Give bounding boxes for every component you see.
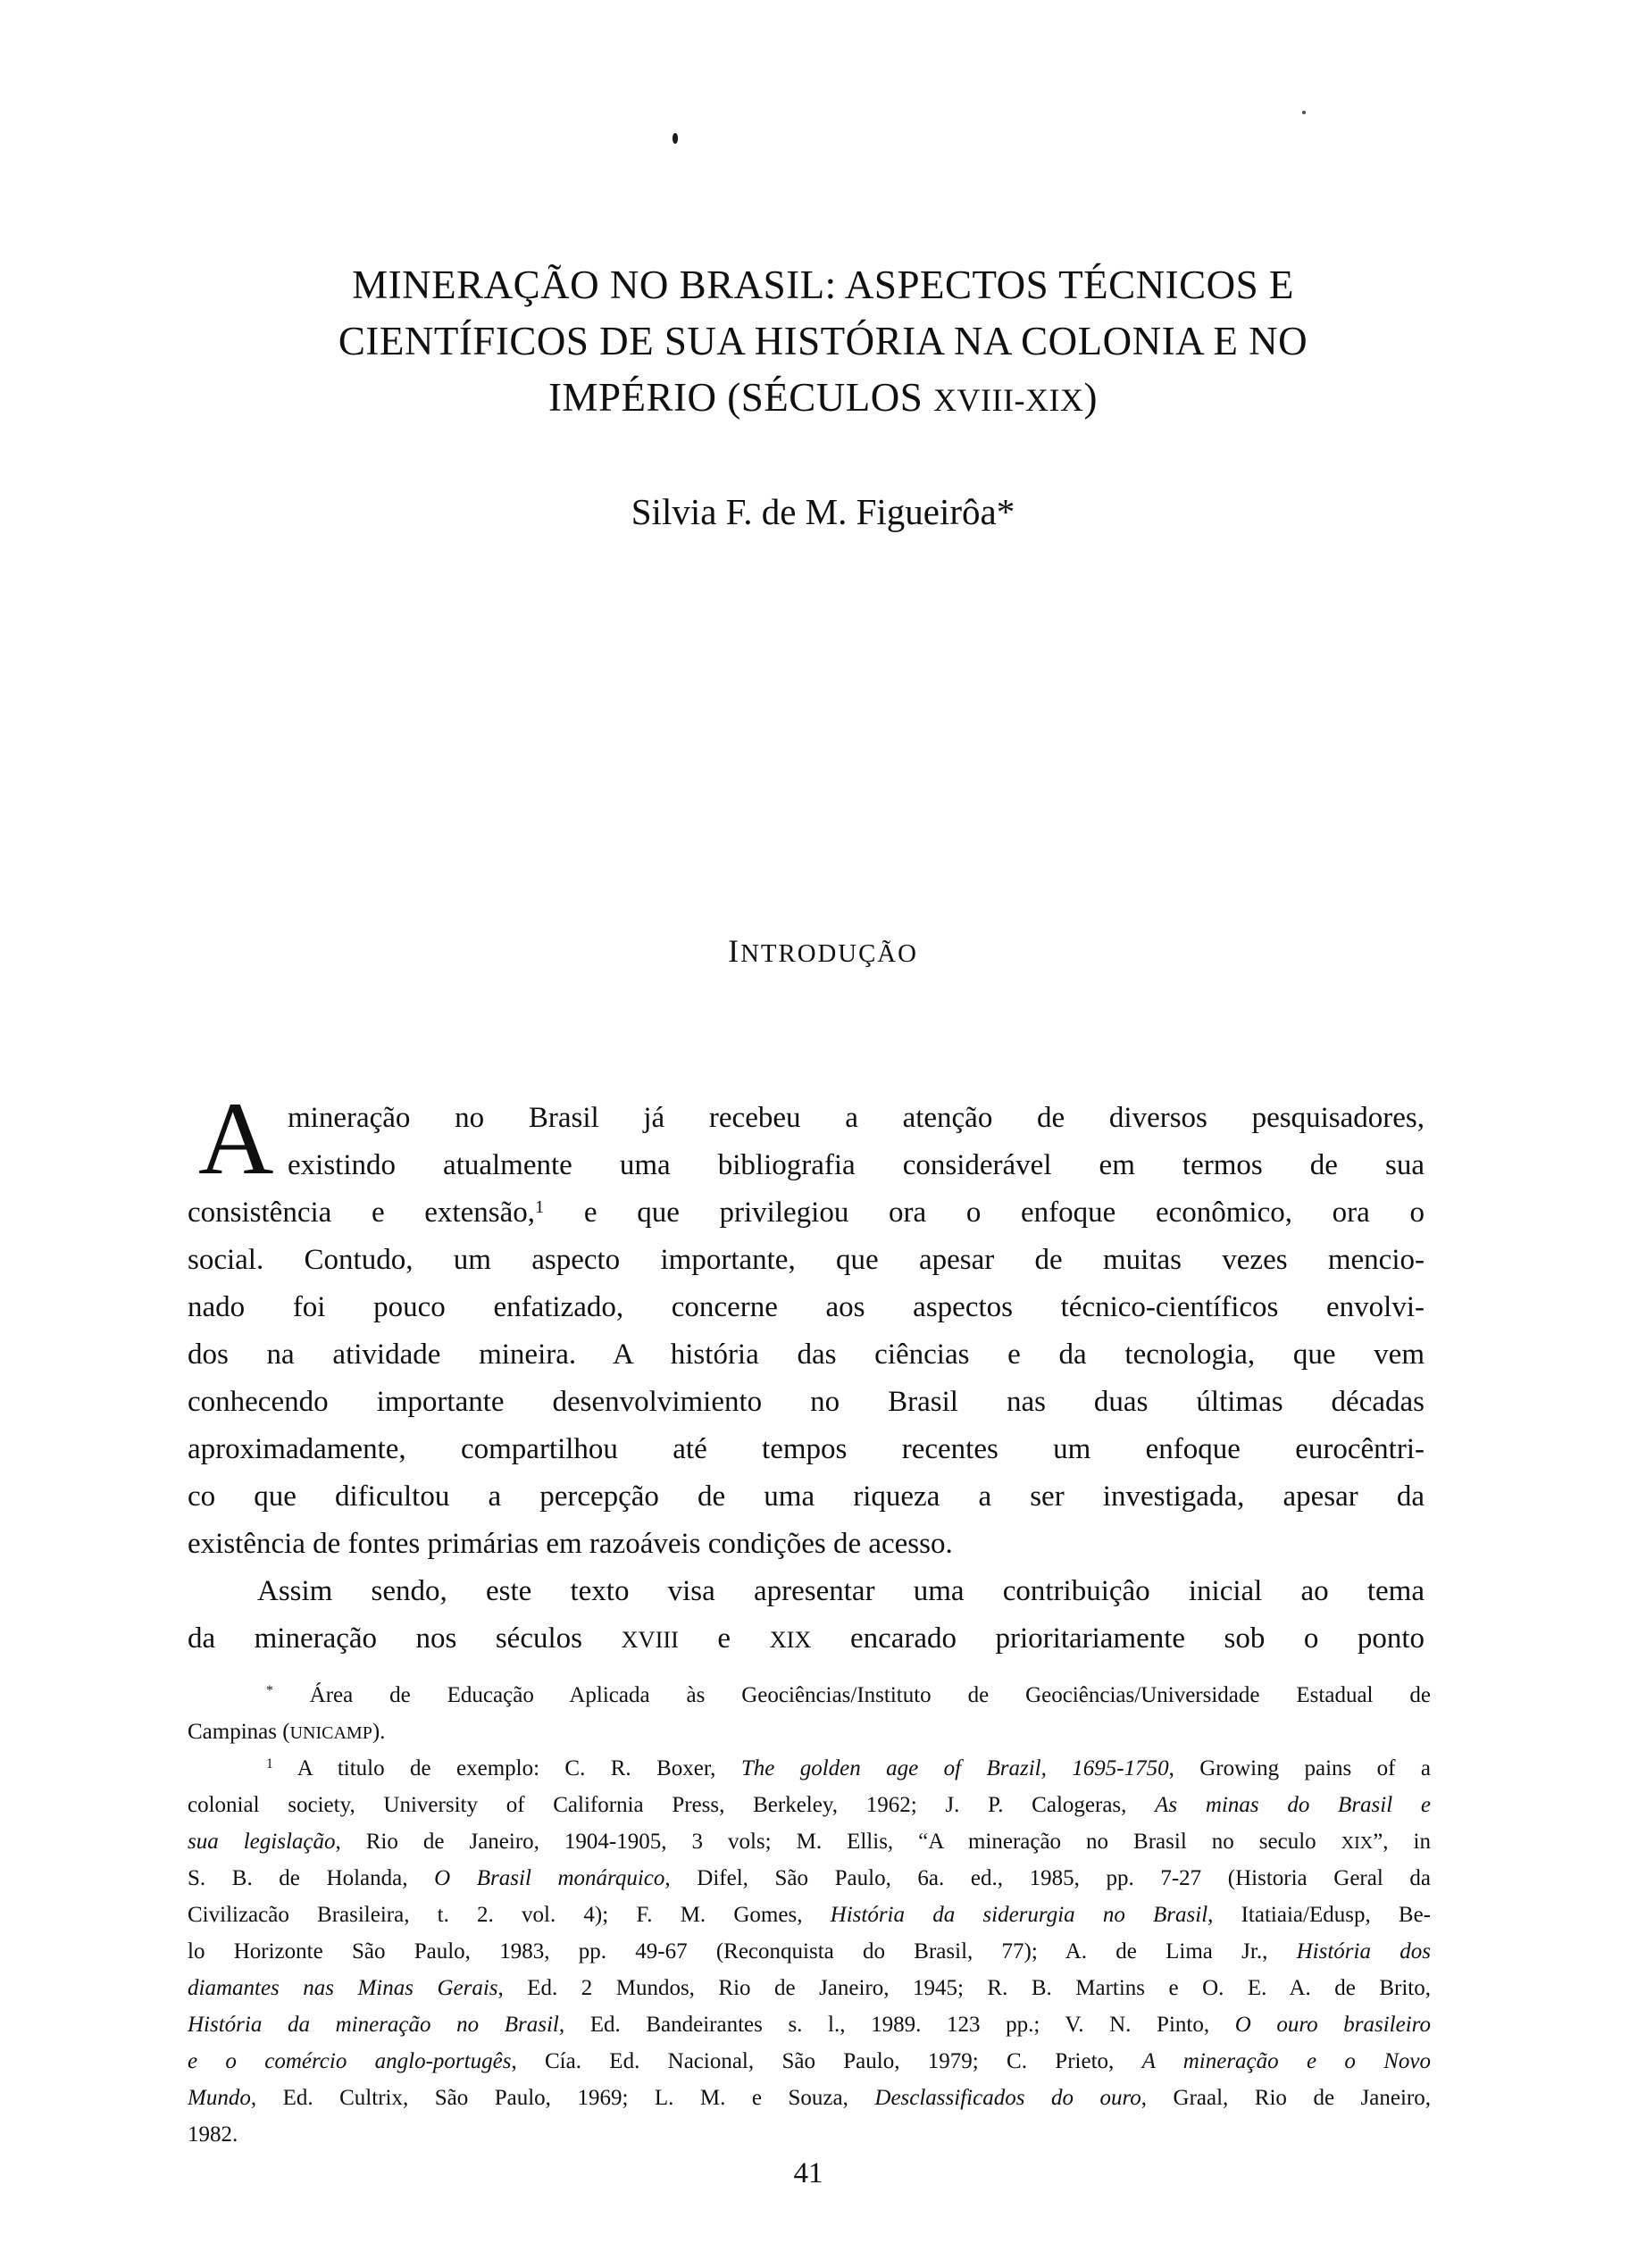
text-segment: , Cía. Ed. Nacional, São Paulo, 1979; C. Prieto, bbox=[511, 2049, 1142, 2073]
text-segment: , Ed. Bandeirantes s. l., 1989. 123 pp.; V. N. Pinto, bbox=[558, 2013, 1235, 2037]
text-segment: Mundo bbox=[188, 2086, 251, 2110]
text-segment: nado foi pouco enfatizado, concerne aos aspectos técnico-científicos envolvi- bbox=[188, 1291, 1425, 1323]
text-segment: co que dificultou a percepção de uma riqueza a ser investigada, apesar da bbox=[188, 1480, 1425, 1513]
text-segment: colonial society, University of California Press, Berkeley, 1962; J. P. Calogeras, bbox=[188, 1793, 1156, 1817]
text-segment: dos na atividade mineira. A história das ciências e da tecnologia, que vem bbox=[188, 1338, 1425, 1371]
text-segment: ”, in bbox=[1373, 1830, 1431, 1854]
body-text bbox=[188, 1081, 1425, 1663]
article-title bbox=[63, 257, 1583, 429]
text-segment: A mineração e o Novo bbox=[1141, 2049, 1431, 2073]
text-line bbox=[188, 1568, 1425, 1615]
drop-cap: A bbox=[198, 1081, 274, 1197]
text-line bbox=[188, 1473, 1425, 1521]
text-segment: 1 bbox=[266, 1756, 273, 1772]
footnote-affiliation bbox=[188, 1677, 1431, 1750]
text-segment: I bbox=[728, 933, 741, 969]
text-line bbox=[188, 1284, 1425, 1331]
text-segment: mineração no Brasil já recebeu a atenção de diversos pesquisadores, bbox=[288, 1102, 1425, 1134]
text-segment: UNICAMP bbox=[289, 1723, 372, 1743]
text-segment: e o comércio anglo-portugês bbox=[188, 2049, 512, 2073]
text-segment: NTRODUÇÃO bbox=[740, 939, 918, 968]
text-line bbox=[188, 1897, 1431, 1933]
section-heading-introducao bbox=[63, 932, 1583, 970]
text-segment: , Growing pains of a bbox=[1168, 1756, 1431, 1780]
text-segment: , Graal, Rio de Janeiro, bbox=[1141, 2086, 1431, 2110]
text-segment: História dos bbox=[1296, 1939, 1431, 1964]
text-segment: , Rio de Janeiro, 1904-1905, 3 vols; M. Ellis, “A mineração no Brasil no seculo bbox=[335, 1830, 1341, 1854]
text-segment: ). bbox=[372, 1720, 386, 1744]
text-segment: aproximadamente, compartilhou até tempos recentes um enfoque eurocêntri- bbox=[188, 1433, 1425, 1465]
text-segment: encarado prioritariamente sob o ponto bbox=[811, 1622, 1425, 1655]
paragraph-1 bbox=[188, 1081, 1425, 1568]
text-line bbox=[188, 1331, 1425, 1379]
text-segment: , Ed. 2 Mundos, Rio de Janeiro, 1945; R. B. Martins e O. E. A. de Brito, bbox=[497, 1976, 1431, 2000]
text-segment: social. Contudo, um aspecto importante, que apesar de muitas vezes mencio- bbox=[188, 1244, 1425, 1276]
text-line bbox=[188, 1860, 1431, 1897]
text-segment: e que privilegiou ora o enfoque econômico, ora o bbox=[544, 1197, 1425, 1229]
text-segment: XVIII bbox=[621, 1626, 679, 1653]
scan-speck bbox=[1302, 111, 1306, 114]
text-segment: História da siderurgia no Brasil bbox=[830, 1903, 1208, 1927]
text-segment: Desclassificados do ouro bbox=[874, 2086, 1141, 2110]
text-line bbox=[188, 1426, 1425, 1473]
text-segment: História da mineração no Brasil bbox=[188, 2013, 559, 2037]
text-line bbox=[188, 1933, 1431, 1970]
text-segment: , Itatiaia/Edusp, Be- bbox=[1207, 1903, 1431, 1927]
text-segment: da mineração nos séculos bbox=[188, 1622, 622, 1655]
text-segment: O Brasil monárquico bbox=[434, 1866, 665, 1890]
text-segment: As minas do Brasil e bbox=[1155, 1793, 1431, 1817]
text-line bbox=[188, 2006, 1431, 2043]
text-segment: Assim sendo, este texto visa apresentar uma contribuiçâo inicial ao tema bbox=[257, 1575, 1425, 1607]
text-line bbox=[63, 370, 1583, 429]
text-segment: e bbox=[678, 1622, 770, 1655]
text-line bbox=[63, 313, 1583, 370]
text-segment: Campinas ( bbox=[188, 1720, 290, 1744]
text-segment: lo Horizonte São Paulo, 1983, pp. 49-67 (Reconquista do Brasil, 77); A. de Lima Jr., bbox=[188, 1939, 1297, 1964]
text-line bbox=[188, 2080, 1431, 2116]
text-segment: S. B. de Holanda, bbox=[188, 1866, 435, 1890]
text-line bbox=[188, 2116, 1431, 2153]
text-segment: O ouro brasileiro bbox=[1234, 2013, 1431, 2037]
footnotes-block bbox=[188, 1677, 1431, 2153]
text-segment: existência de fontes primárias em razoáveis condições de acesso. bbox=[188, 1528, 953, 1560]
text-segment: * bbox=[266, 1683, 273, 1699]
paragraph-2 bbox=[188, 1568, 1425, 1663]
text-segment: CIENTÍFICOS DE SUA HISTÓRIA NA COLONIA E NO bbox=[338, 319, 1308, 363]
author-byline: Silvia F. de M. Figueirôa* bbox=[631, 491, 1015, 532]
footnote-1-references bbox=[188, 1750, 1431, 2153]
text-line bbox=[188, 1677, 1431, 1714]
text-segment: A titulo de exemplo: C. R. Boxer, bbox=[272, 1756, 741, 1780]
text-segment: MINERAÇÃO NO BRASIL: ASPECTOS TÉCNICOS E bbox=[352, 263, 1294, 307]
text-line bbox=[188, 1823, 1431, 1860]
text-segment: 1982. bbox=[188, 2122, 238, 2147]
text-segment: , Ed. Cultrix, São Paulo, 1969; L. M. e Souza, bbox=[250, 2086, 875, 2110]
text-segment: XVIII-XIX bbox=[933, 382, 1084, 418]
text-line bbox=[188, 1714, 1431, 1750]
text-line bbox=[188, 1189, 1425, 1237]
text-line bbox=[188, 1379, 1425, 1426]
text-segment: XIX bbox=[769, 1626, 812, 1653]
text-segment: IMPÉRIO (SÉCULOS bbox=[548, 375, 934, 420]
text-segment: Civilizacão Brasileira, t. 2. vol. 4); F. M. Gomes, bbox=[188, 1903, 831, 1927]
text-line bbox=[188, 2043, 1431, 2080]
text-line bbox=[288, 1095, 1425, 1142]
page-number: 41 bbox=[793, 2157, 823, 2189]
text-segment: diamantes nas Minas Gerais bbox=[188, 1976, 498, 2000]
text-line bbox=[188, 1970, 1431, 2006]
text-line bbox=[63, 257, 1583, 313]
text-segment: ) bbox=[1083, 375, 1098, 420]
text-segment: , Difel, São Paulo, 6a. ed., 1985, pp. 7-27 (Historia Geral da bbox=[664, 1866, 1431, 1890]
text-segment: 1 bbox=[534, 1197, 545, 1217]
text-segment: consistência e extensão, bbox=[188, 1197, 535, 1229]
text-line bbox=[188, 1521, 1425, 1568]
text-segment: conhecendo importante desenvolvimiento no Brasil nas duas últimas décadas bbox=[188, 1386, 1425, 1418]
text-line bbox=[188, 1237, 1425, 1284]
text-line bbox=[288, 1142, 1425, 1189]
text-segment: existindo atualmente uma bibliografia considerável em termos de sua bbox=[288, 1149, 1425, 1181]
text-segment: Área de Educação Aplicada às Geociências/Instituto de Geociências/Universidade Estadual de bbox=[272, 1683, 1431, 1707]
text-segment: The golden age of Brazil, 1695-1750 bbox=[740, 1756, 1169, 1780]
text-line bbox=[188, 1750, 1431, 1787]
text-line bbox=[188, 1615, 1425, 1663]
scan-speck bbox=[673, 133, 678, 144]
text-line bbox=[188, 1787, 1431, 1823]
text-segment: XIX bbox=[1341, 1833, 1374, 1853]
text-segment: sua legislação bbox=[188, 1830, 336, 1854]
